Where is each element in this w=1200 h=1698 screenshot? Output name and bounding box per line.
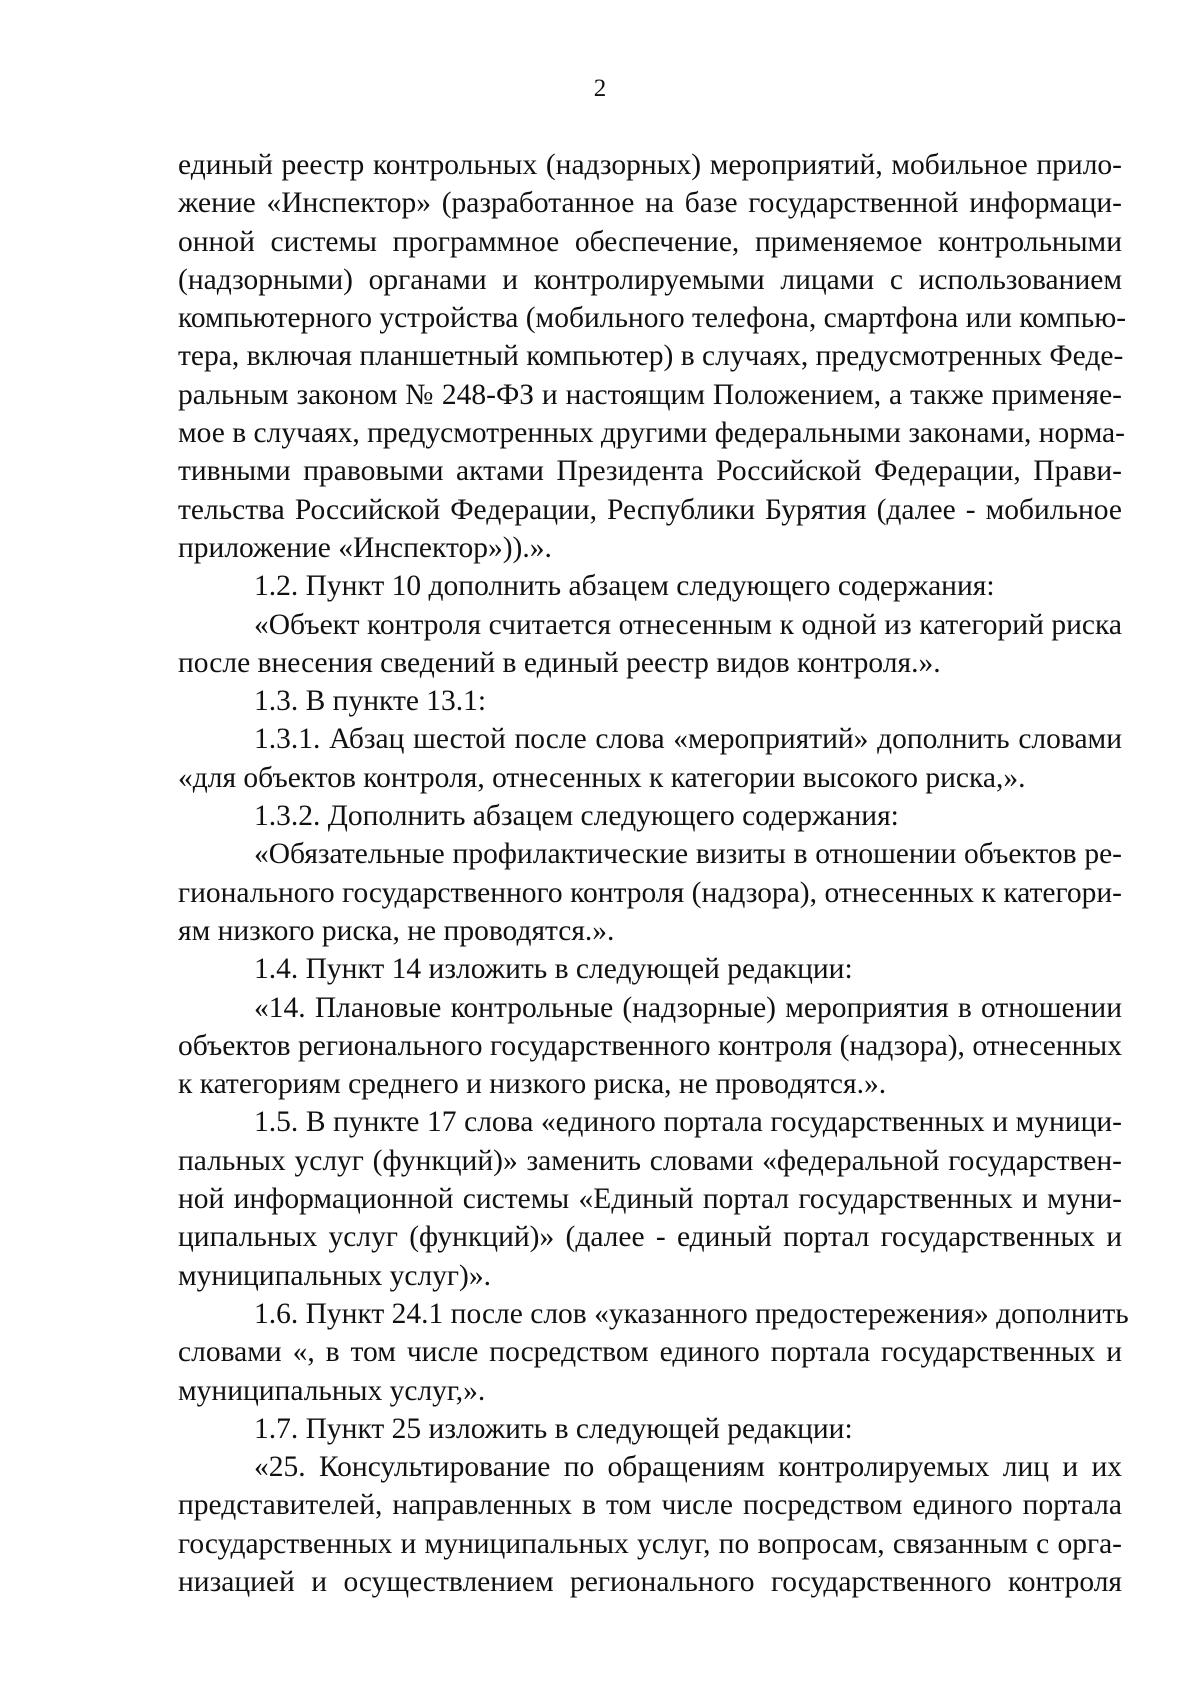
text-line: приложение «Инспектор»)).». [178,531,552,564]
paragraph-first-line: «Объект контроля считается отнесенным к одной из категорий риска [254,608,1122,641]
text-line: тера, включая планшетный компьютер) в случаях, предусмотренных Феде- [178,340,1124,373]
text-line: словами «, в том числе посредством единого портала государственных и [178,1336,1122,1369]
paragraph-first-line: 1.7. Пункт 25 изложить в следующей редакции: [254,1412,853,1445]
page-number: 2 [593,75,607,102]
text-line: жение «Инспектор» (разработанное на базе государственной информаци- [178,187,1122,220]
text-line: единый реестр контрольных (надзорных) мероприятий, мобильное прило- [178,149,1122,181]
paragraph-first-line: 1.5. В пункте 17 слова «единого портала государственных и муници- [254,1106,1122,1139]
text-line: «для объектов контроля, отнесенных к категории высокого риска,». [178,761,1026,794]
text-line: муниципальных услуг)». [178,1259,491,1292]
text-line: государственных и муниципальных услуг, по вопросам, связанным с орга- [178,1527,1122,1560]
paragraph-first-line: «Обязательные профилактические визиты в отношении объектов ре- [254,838,1122,871]
text-line: мое в случаях, предусмотренных другими федеральными законами, норма- [178,417,1125,450]
text-line: ципальных услуг (функций)» (далее - единый портал государственных и [178,1221,1122,1254]
text-line: пальных услуг (функций)» заменить словами «федеральной государствен- [178,1144,1122,1177]
paragraph-first-line: 1.3.2. Дополнить абзацем следующего содержания: [254,800,899,833]
paragraph-first-line: «14. Плановые контрольные (надзорные) мероприятия в отношении [254,991,1122,1024]
paragraph-first-line: 1.4. Пункт 14 изложить в следующей редакции: [254,953,853,986]
text-line: низацией и осуществлением регионального государственного контроля [178,1565,1122,1598]
text-line: тельства Российской Федерации, Республики Бурятия (далее - мобильное [178,493,1122,526]
text-line: объектов регионального государственного контроля (надзора), отнесенных [178,1029,1122,1062]
paragraph-first-line: 1.3. В пункте 13.1: [254,685,487,718]
text-line: ям низкого риска, не проводятся.». [178,914,615,947]
text-line: компьютерного устройства (мобильного телефона, смартфона или компью- [178,302,1127,335]
text-line: к категориям среднего и низкого риска, не проводятся.». [178,1068,887,1101]
document-body [178,146,1129,1601]
paragraph-first-line: 1.6. Пункт 24.1 после слов «указанного предостережения» дополнить [254,1297,1129,1330]
text-line: после внесения сведений в единый реестр видов контроля.». [178,646,941,679]
paragraph-first-line: «25. Консультирование по обращениям контролируемых лиц и их [254,1451,1122,1484]
text-line: представителей, направленных в том числе посредством единого портала [178,1489,1122,1522]
text-line: (надзорными) органами и контролируемыми лицами с использованием [178,263,1122,296]
text-line: онной системы программное обеспечение, применяемое контрольными [178,225,1122,258]
text-line: ральным законом № 248-ФЗ и настоящим Положением, а также применяе- [178,378,1122,411]
text-line: ной информационной системы «Единый портал государственных и муни- [178,1183,1122,1216]
paragraph-first-line: 1.2. Пункт 10 дополнить абзацем следующего содержания: [254,570,995,603]
text-line: тивными правовыми актами Президента Российской Федерации, Прави- [178,455,1122,488]
paragraph-first-line: 1.3.1. Абзац шестой после слова «мероприятий» дополнить словами [254,723,1122,756]
text-line: гионального государственного контроля (надзора), отнесенных к категори- [178,876,1122,909]
text-line: муниципальных услуг,». [178,1374,486,1407]
